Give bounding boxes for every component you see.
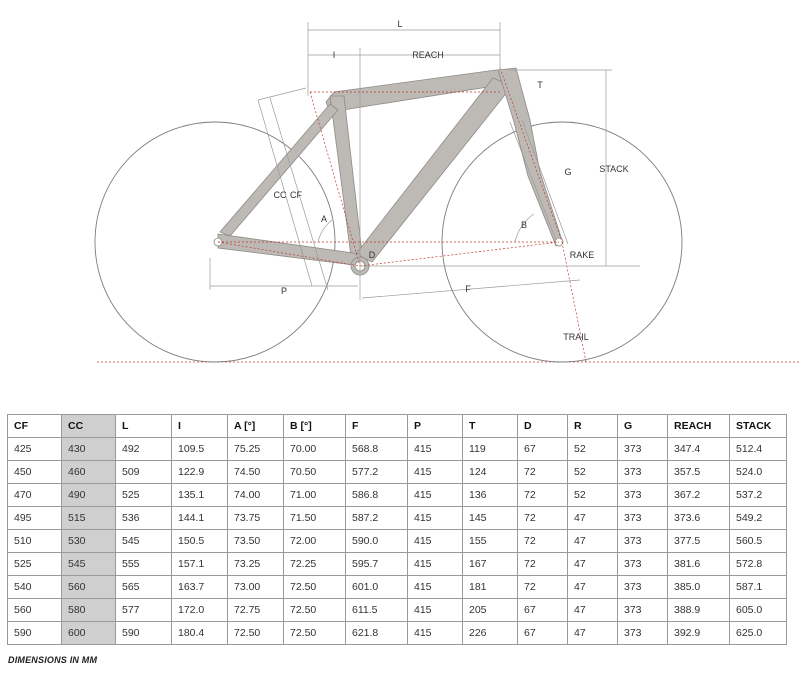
header-g: G (618, 415, 668, 438)
table-cell: 545 (62, 553, 116, 576)
table-cell: 122.9 (172, 461, 228, 484)
table-cell: 373 (618, 484, 668, 507)
table-cell: 72 (518, 461, 568, 484)
label-f: F (465, 284, 471, 294)
table-cell: 70.00 (284, 438, 346, 461)
table-cell: 415 (408, 553, 463, 576)
table-cell: 67 (518, 599, 568, 622)
table-cell: 72 (518, 484, 568, 507)
label-b: B (520, 220, 528, 230)
table-cell: 600 (62, 622, 116, 645)
table-cell: 52 (568, 438, 618, 461)
table-cell: 72.50 (284, 622, 346, 645)
table-cell: 72 (518, 576, 568, 599)
table-cell: 75.25 (228, 438, 284, 461)
table-cell: 47 (568, 507, 618, 530)
table-cell: 181 (463, 576, 518, 599)
table-cell: 72.50 (284, 576, 346, 599)
table-cell: 73.50 (228, 530, 284, 553)
label-stack: STACK (599, 164, 629, 174)
table-row (8, 507, 787, 530)
dimensions-note: DIMENSIONS IN MM (8, 655, 98, 665)
table-cell: 415 (408, 507, 463, 530)
header-t: T (463, 415, 518, 438)
table-cell: 590 (116, 622, 172, 645)
table-row (8, 622, 787, 645)
table-cell: 415 (408, 599, 463, 622)
table-header-row (8, 415, 787, 438)
table-cell: 47 (568, 622, 618, 645)
header-l: L (116, 415, 172, 438)
table-cell: 515 (62, 507, 116, 530)
table-cell: 373 (618, 622, 668, 645)
table-cell: 52 (568, 484, 618, 507)
table-cell: 415 (408, 622, 463, 645)
table-cell: 415 (408, 530, 463, 553)
table-cell: 373 (618, 576, 668, 599)
table-cell: 373 (618, 438, 668, 461)
table-cell: 157.1 (172, 553, 228, 576)
table-cell: 119 (463, 438, 518, 461)
table-cell: 590.0 (346, 530, 408, 553)
table-cell: 470 (8, 484, 62, 507)
table-cell: 536 (116, 507, 172, 530)
table-cell: 415 (408, 438, 463, 461)
table-cell: 72.50 (284, 599, 346, 622)
table-cell: 150.5 (172, 530, 228, 553)
table-cell: 587.1 (730, 576, 787, 599)
table-cell: 580 (62, 599, 116, 622)
table-cell: 47 (568, 576, 618, 599)
table-row (8, 553, 787, 576)
table-cell: 136 (463, 484, 518, 507)
label-t: T (537, 80, 543, 90)
table-cell: 72 (518, 553, 568, 576)
header-p: P (408, 415, 463, 438)
table-cell: 74.50 (228, 461, 284, 484)
bike-frame (218, 68, 562, 275)
table-cell: 124 (463, 461, 518, 484)
header-d: D (518, 415, 568, 438)
table-row (8, 438, 787, 461)
table-row (8, 599, 787, 622)
table-cell: 392.9 (668, 622, 730, 645)
table-cell: 367.2 (668, 484, 730, 507)
table-cell: 560.5 (730, 530, 787, 553)
table-row (8, 576, 787, 599)
table-cell: 167 (463, 553, 518, 576)
table-cell: 415 (408, 461, 463, 484)
table-cell: 415 (408, 484, 463, 507)
table-cell: 530 (62, 530, 116, 553)
table-cell: 180.4 (172, 622, 228, 645)
table-cell: 537.2 (730, 484, 787, 507)
table-cell: 611.5 (346, 599, 408, 622)
label-trail: TRAIL (563, 332, 589, 342)
table-cell: 72.25 (284, 553, 346, 576)
table-cell: 357.5 (668, 461, 730, 484)
table-cell: 67 (518, 622, 568, 645)
header-a: A [°] (228, 415, 284, 438)
table-cell: 347.4 (668, 438, 730, 461)
table-cell: 385.0 (668, 576, 730, 599)
table-cell: 555 (116, 553, 172, 576)
table-cell: 509 (116, 461, 172, 484)
table-cell: 52 (568, 461, 618, 484)
label-cf: CF (290, 190, 302, 200)
table-cell: 71.50 (284, 507, 346, 530)
table-cell: 492 (116, 438, 172, 461)
table-cell: 205 (463, 599, 518, 622)
table-cell: 72.50 (228, 622, 284, 645)
geometry-table (7, 414, 787, 645)
table-cell: 72.75 (228, 599, 284, 622)
table-cell: 621.8 (346, 622, 408, 645)
table-cell: 560 (8, 599, 62, 622)
table-cell: 155 (463, 530, 518, 553)
table-cell: 144.1 (172, 507, 228, 530)
label-a: A (320, 214, 328, 224)
table-cell: 572.8 (730, 553, 787, 576)
table-cell: 525 (116, 484, 172, 507)
table-cell: 172.0 (172, 599, 228, 622)
table-cell: 377.5 (668, 530, 730, 553)
label-l: L (397, 19, 403, 29)
table-cell: 73.25 (228, 553, 284, 576)
table-cell: 524.0 (730, 461, 787, 484)
table-cell: 373.6 (668, 507, 730, 530)
table-cell: 388.9 (668, 599, 730, 622)
header-b: B [°] (284, 415, 346, 438)
table-cell: 109.5 (172, 438, 228, 461)
table-cell: 595.7 (346, 553, 408, 576)
table-cell: 71.00 (284, 484, 346, 507)
table-cell: 460 (62, 461, 116, 484)
label-p: P (280, 286, 288, 296)
table-cell: 73.00 (228, 576, 284, 599)
table-cell: 450 (8, 461, 62, 484)
table-cell: 47 (568, 599, 618, 622)
table-cell: 490 (62, 484, 116, 507)
table-cell: 381.6 (668, 553, 730, 576)
table-cell: 72 (518, 530, 568, 553)
table-cell: 625.0 (730, 622, 787, 645)
table-cell: 510 (8, 530, 62, 553)
table-cell: 540 (8, 576, 62, 599)
table-cell: 373 (618, 461, 668, 484)
table-cell: 135.1 (172, 484, 228, 507)
header-stack: STACK (730, 415, 787, 438)
table-cell: 565 (116, 576, 172, 599)
table-cell: 430 (62, 438, 116, 461)
label-i: I (332, 50, 336, 60)
table-cell: 163.7 (172, 576, 228, 599)
table-cell: 47 (568, 553, 618, 576)
header-f: F (346, 415, 408, 438)
table-cell: 425 (8, 438, 62, 461)
header-cf: CF (8, 415, 62, 438)
label-rake: RAKE (569, 250, 595, 260)
table-cell: 47 (568, 530, 618, 553)
table-cell: 72.00 (284, 530, 346, 553)
table-cell: 226 (463, 622, 518, 645)
label-d: D (368, 250, 376, 260)
header-i: I (172, 415, 228, 438)
table-cell: 587.2 (346, 507, 408, 530)
table-cell: 560 (62, 576, 116, 599)
table-cell: 73.75 (228, 507, 284, 530)
label-reach: REACH (412, 50, 444, 60)
header-reach: REACH (668, 415, 730, 438)
table-cell: 373 (618, 507, 668, 530)
table-row (8, 461, 787, 484)
table-cell: 525 (8, 553, 62, 576)
table-cell: 373 (618, 553, 668, 576)
table-body (8, 438, 787, 645)
table-cell: 549.2 (730, 507, 787, 530)
table-cell: 577.2 (346, 461, 408, 484)
label-g: G (564, 167, 572, 177)
table-cell: 605.0 (730, 599, 787, 622)
table-cell: 373 (618, 599, 668, 622)
table-cell: 601.0 (346, 576, 408, 599)
header-r: R (568, 415, 618, 438)
label-cc: CC (273, 190, 287, 200)
table-row (8, 484, 787, 507)
table-row (8, 530, 787, 553)
table-cell: 545 (116, 530, 172, 553)
table-cell: 590 (8, 622, 62, 645)
table-cell: 512.4 (730, 438, 787, 461)
header-cc: CC (62, 415, 116, 438)
table-cell: 70.50 (284, 461, 346, 484)
table-cell: 577 (116, 599, 172, 622)
table-cell: 568.8 (346, 438, 408, 461)
table-cell: 586.8 (346, 484, 408, 507)
table-cell: 74.00 (228, 484, 284, 507)
table-cell: 415 (408, 576, 463, 599)
table-cell: 495 (8, 507, 62, 530)
table-cell: 373 (618, 530, 668, 553)
table-cell: 72 (518, 507, 568, 530)
table-cell: 67 (518, 438, 568, 461)
table-cell: 145 (463, 507, 518, 530)
